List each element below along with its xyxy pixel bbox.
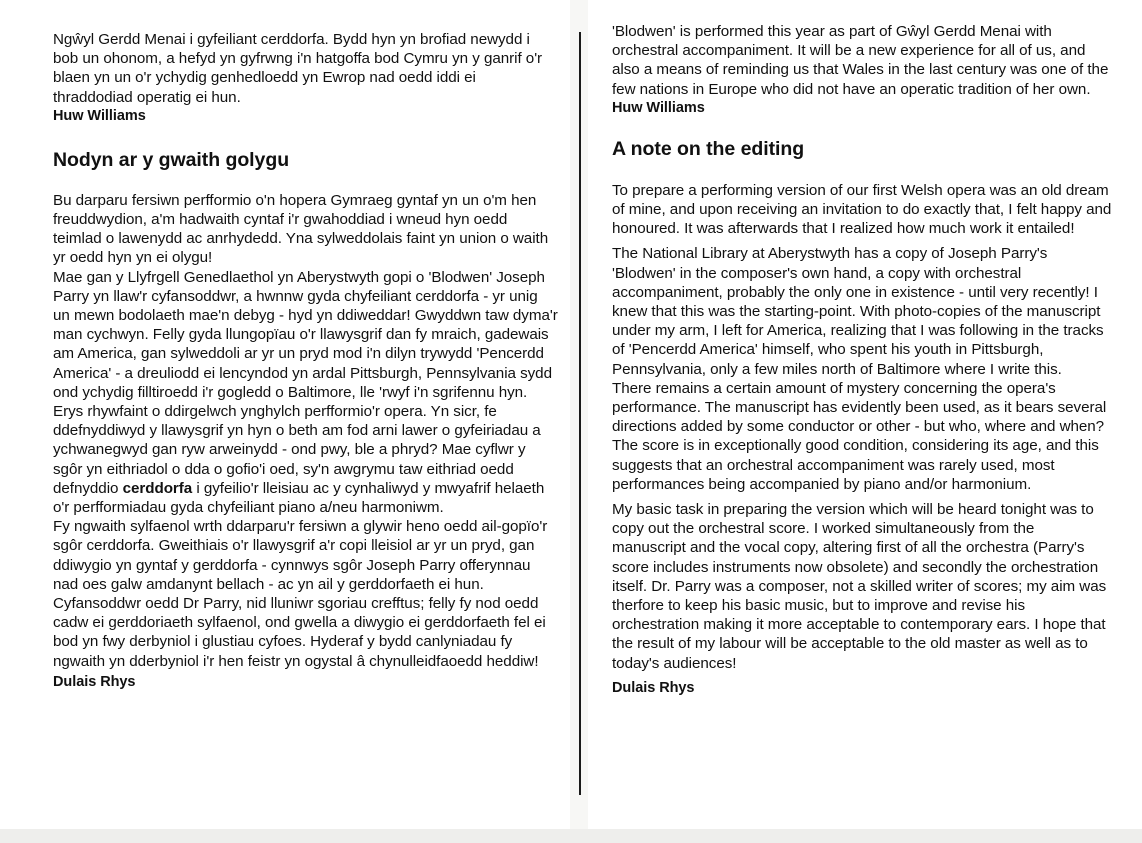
welsh-column (53, 30, 558, 692)
english-paragraph-4: My basic task in preparing the version which will be heard tonight was to copy out the orchestral score. I worked simultaneously from the manuscript and the vocal copy, altering first of all the orchestra (Parry's score includes instruments now obsolete) and secondly the orchestration itself. Dr. Parry was a composer, not a skilled writer of scores; my aim was therfore to keep his basic music, but to improve and revise his orchestration making it more acceptable to contemporary ears. I hope that the result of my labour will be acceptable to the old master as well as to today's audiences! (612, 501, 1107, 672)
english-paragraph-1: To prepare a performing version of our first Welsh opera was an old dream of mine, and upon receiving an invitation to do exactly that, I felt happy and honoured. It was afterwards that I realized how much work it entailed! (612, 181, 1112, 238)
welsh-intro-paragraph: Ngŵyl Gerdd Menai i gyfeiliant cerddorfa. Bydd hyn yn brofiad newydd i bob un ohonom, a hefyd yn gyfrwng i'n hatgoffa bod Cymru yn y ganrif o'r blaen yn un o'r ychydig genhedloedd yn Ewrop nad oedd iddi ei thraddodiad operatig ei hun. (53, 31, 543, 106)
welsh-paragraph-3-bold-word: cerddorfa (122, 479, 193, 497)
welsh-paragraph-3-start: Erys rhywfaint o ddirgelwch ynghylch perfformio'r opera. Yn sicr, fe ddefnyddiwyd y llawysgrif yn hyn o beth am fod arni lawer o gyfeiriadau a ychwanegwyd gan ryw arweinydd - ond pwy, ble a phryd? Mae cyflwr y sgôr yn eithriadol o dda o gofio'i oed, sy'n awgrymu taw eithriad oedd defnyddio (53, 403, 541, 497)
welsh-paragraph-2: Mae gan y Llyfrgell Genedlaethol yn Aberystwyth gopi o 'Blodwen' Joseph Parry yn llaw'r cyfansoddwr, a hwnnw gyda chyfeiliant cerddorfa - yr unig un mewn bodolaeth mae'n debyg - hyd yn ddiweddar! Gwyddwn taw dyma'r man cychwyn. Felly gyda llungopïau o'r llawysgrif dan fy mraich, gadewais am America, gan sylweddoli ar yr un pryd mod i'n dilyn trywydd 'Pencerdd America' - a dreuliodd ei lencyndod yn ardal Pittsburgh, Pennsylvania sydd ond ychydig filltiroedd i'r gogledd o Baltimore, lle 'rwyf i'n sgrifennu hyn. (53, 268, 558, 401)
welsh-paragraph-1: Bu darparu fersiwn perfformio o'n hopera Gymraeg gyntaf yn un o'm hen freuddwydion, a'm hadwaith cyntaf i'r gwahoddiad i wneud hyn oedd teimlad o lawenydd ac anrhydedd. Yna sylweddolais faint yn union o waith yr oedd hyn yn ei olygu! (53, 191, 549, 267)
welsh-paragraph-3 (53, 402, 558, 517)
english-intro-paragraph: 'Blodwen' is performed this year as part of Gŵyl Gerdd Menai with orchestral accompaniment. It will be a new experience for all of us, and also a means of reminding us that Wales in the last century was one of the few nations in Europe who did not have an operatic tradition of her own. (612, 23, 1109, 98)
english-intro-signature: Huw Williams (612, 99, 705, 116)
welsh-intro-signature: Huw Williams (53, 107, 146, 124)
welsh-paragraph-3-end: i gyfeilio'r lleisiau ac y cynhaliwyd y mwyafrif helaeth o'r perfformiadau gyda chyfeiliant piano a/neu harmoniwm. (53, 479, 545, 517)
welsh-editing-signature: Dulais Rhys (53, 673, 136, 690)
english-paragraph-2: The National Library at Aberystwyth has a copy of Joseph Parry's 'Blodwen' in the composer's own hand, a copy with orchestral accompaniment, probably the only one in existence - until very recently! I knew that this was the starting-point. With photo-copies of the manuscript under my arm, I left for America, realizing that I was following in the tracks of 'Pencerdd America' himself, who spent his youth in Pittsburgh, Pennsylvania, only a few miles north of Baltimore where I write this. (612, 245, 1104, 378)
english-column (612, 22, 1112, 698)
english-editing-heading: A note on the editing (612, 137, 805, 160)
english-paragraph-3: There remains a certain amount of mystery concerning the opera's performance. The manuscript has evidently been used, as it bears several directions added by some conductor or other - but who, where and when? The score is in exceptionally good condition, considering its age, and this suggests that an orchestral accompaniment was rarely used, most performances being accompanied by piano and/or harmonium. (612, 379, 1107, 493)
page-bottom-edge (0, 829, 1142, 843)
column-divider (579, 32, 581, 795)
english-editing-signature: Dulais Rhys (612, 679, 695, 696)
welsh-editing-heading: Nodyn ar y gwaith golygu (53, 148, 290, 171)
welsh-paragraph-4: Fy ngwaith sylfaenol wrth ddarparu'r fersiwn a glywir heno oedd ail-gopïo'r sgôr cerddorfa. Gweithiais o'r llawysgrif a'r copi lleisiol ar yr un pryd, gan ddiwygio yn gyntaf y gerddorfa - cynnwys sgôr Joseph Parry offerynnau nad oes galw amdanynt bellach - ac yn ail y gerddorfaeth ei hun. Cyfansoddwr oedd Dr Parry, nid lluniwr sgoriau crefftus; felly fy nod oedd cadw ei gerddoriaeth sylfaenol, ond gwella a diwygio ei gerddorfaeth fel ei bod yn fwy derbyniol i glustiau cyfoes. Hyderaf y bydd canlyniadau fy ngwaith yn dderbyniol i'r hen feistr yn ogystal â chynulleidfaoedd heddiw! (53, 518, 548, 670)
